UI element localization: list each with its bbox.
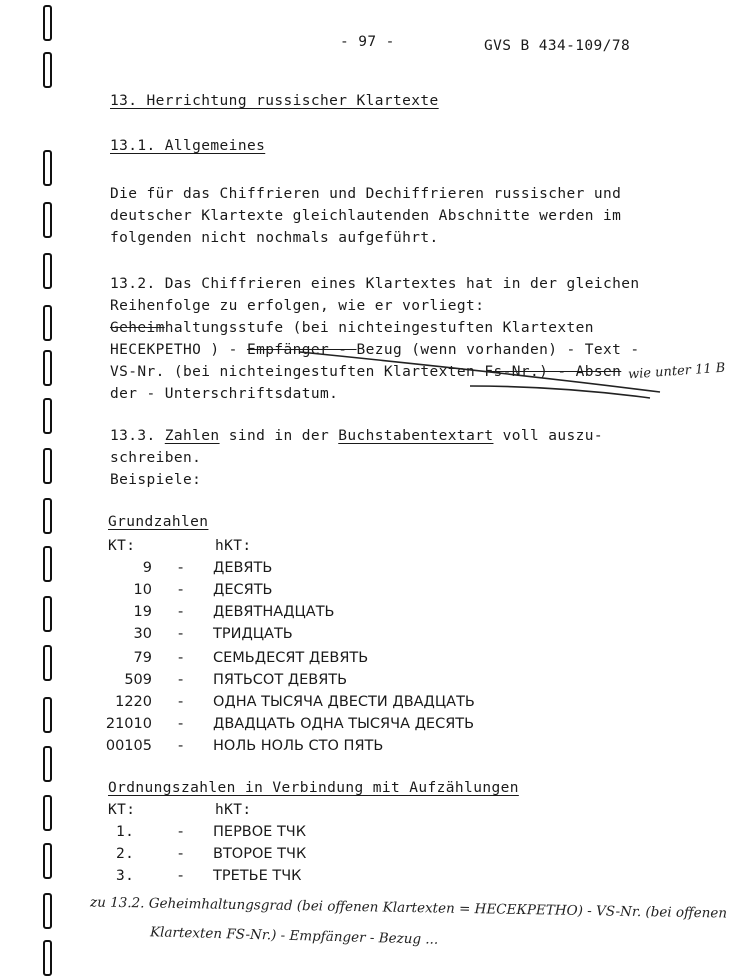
hkt-value: ДВАДЦАТЬ ОДНА ТЫСЯЧА ДЕСЯТЬ [213, 716, 475, 732]
kt-value: 79 [133, 650, 152, 666]
paragraph-line: deutscher Klartexte gleichlautenden Abschnitte werden im [110, 208, 622, 224]
line-text: Bezug (wenn vorhanden) - Text - [356, 342, 640, 358]
column-header-kt: KT: [108, 538, 136, 554]
kt-value: 21010 [105, 716, 152, 732]
kt-value: 10 [133, 582, 152, 598]
paragraph-line: Beispiele: [110, 472, 202, 488]
hkt-value: ДЕВЯТНАДЦАТЬ [213, 604, 335, 620]
hkt-value: ТРИДЦАТЬ [213, 626, 293, 642]
hkt-value: ПЯТЬСОТ ДЕВЯТЬ [213, 672, 348, 688]
emphasis-text: Buchstabentextart [338, 428, 494, 444]
dash: - [178, 868, 184, 884]
dash: - [178, 824, 184, 840]
dash: - [178, 716, 184, 732]
document-reference: GVS B 434-109/78 [484, 38, 631, 54]
section-title: 13. Herrichtung russischer Klartexte [110, 93, 439, 109]
hkt-value: СЕМЬДЕСЯТ ДЕВЯТЬ [213, 650, 369, 666]
ordinals-heading: Ordnungszahlen in Verbindung mit Aufzählungen [108, 780, 519, 796]
line-text: 13.3. [110, 428, 165, 444]
kt-value: 2. [116, 846, 135, 862]
paragraph-line: 13.2. Das Chiffrieren eines Klartextes hat in der gleichen [110, 276, 640, 292]
handwritten-footer-line: Klartexten FS-Nr.) - Empfänger - Bezug ... [149, 924, 439, 948]
hkt-value: ВТОРОЕ ТЧК [213, 846, 307, 862]
kt-value: 30 [133, 626, 152, 642]
paragraph-line [110, 428, 603, 444]
dash: - [178, 694, 184, 710]
hkt-value: ДЕСЯТЬ [213, 582, 273, 598]
dash: - [178, 650, 184, 666]
kt-value: 00105 [105, 738, 152, 754]
paragraph-line: Die für das Chiffrieren und Dechiffrieren russischer und [110, 186, 622, 202]
dash: - [178, 604, 184, 620]
paragraph-line: der - Unterschriftsdatum. [110, 386, 339, 402]
cardinals-heading: Grundzahlen [108, 514, 209, 530]
subsection-title-13-1: 13.1. Allgemeines [110, 138, 266, 154]
handwritten-footer-line: zu 13.2. Geheimhaltungsgrad (bei offenen Klartexten = НЕСЕКРЕТНО) - VS-Nr. (bei offenen [89, 894, 728, 922]
line-text: voll auszu- [493, 428, 604, 444]
handwritten-margin-note: wie unter 11 B [627, 360, 726, 383]
dash: - [178, 582, 184, 598]
paragraph-line: Reihenfolge zu erfolgen, wie er vorliegt: [110, 298, 485, 314]
column-header-hkt: hKT: [215, 538, 252, 554]
line-text: НЕСЕКРЕТНО ) - [110, 342, 247, 358]
line-text: sind in der [219, 428, 339, 444]
struck-text: Geheim [110, 320, 165, 336]
kt-value: 1. [116, 824, 135, 840]
column-header-hkt: hKT: [215, 802, 252, 818]
hkt-value: ПЕРВОЕ ТЧК [213, 824, 307, 840]
dash: - [178, 738, 184, 754]
kt-value: 1220 [115, 694, 152, 710]
kt-value: 509 [124, 672, 152, 688]
kt-value: 3. [116, 868, 135, 884]
hkt-value: ТРЕТЬЕ ТЧК [213, 868, 302, 884]
dash: - [178, 626, 184, 642]
line-text: haltungsstufe (bei nichteingestuften Klartexten [164, 320, 594, 336]
hkt-value: ДЕВЯТЬ [213, 560, 273, 576]
emphasis-text: Zahlen [164, 428, 220, 444]
page-number: - 97 - [340, 34, 395, 50]
hkt-value: НОЛЬ НОЛЬ СТО ПЯТЬ [213, 738, 384, 754]
struck-text: Empfänger - [246, 342, 357, 358]
dash: - [178, 560, 184, 576]
paragraph-line: folgenden nicht nochmals aufgeführt. [110, 230, 439, 246]
hkt-value: ОДНА ТЫСЯЧА ДВЕСТИ ДВАДЦАТЬ [213, 694, 475, 710]
line-text: VS-Nr. (bei nichteingestuften Klartexten [110, 364, 485, 380]
dash: - [178, 846, 184, 862]
dash: - [178, 672, 184, 688]
struck-text: Fs-Nr.) - Absen [484, 364, 622, 380]
paragraph-line: schreiben. [110, 450, 202, 466]
kt-value: 19 [133, 604, 152, 620]
kt-value: 9 [142, 560, 152, 576]
column-header-kt: KT: [108, 802, 136, 818]
